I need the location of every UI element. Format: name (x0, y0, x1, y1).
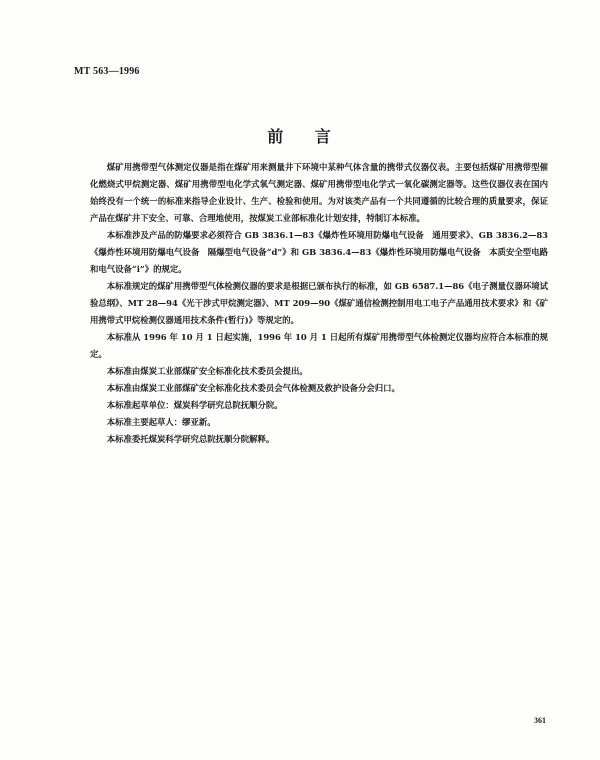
paragraph-drafting-unit: 本标准起草单位：煤炭科学研究总院抚顺分院。 (106, 400, 283, 410)
foreword-body (90, 159, 548, 448)
paragraph-basis: 本标准规定的煤矿用携带型气体检测仪器的要求是根据已颁布执行的标准，如 GB 6587.1—86《电子测量仪器环境试验总纲》、MT 28—94《光干涉式甲烷测定器》、MT 209—90《煤矿通信检测控制用电工电子产品通用技术要求》和《矿用携带式甲烷检测仪器通用技术条件(暂行)》等规定的。 (90, 281, 548, 325)
paragraph-proposed-by: 本标准由煤炭工业部煤矿安全标准化技术委员会提出。 (106, 366, 308, 376)
paragraph-interpretation: 本标准委托煤炭科学研究总院抚顺分院解释。 (106, 434, 275, 444)
paragraph-explosion-proof: 本标准涉及产品的防爆要求必须符合 GB 3836.1—83《爆炸性环境用防爆电气设备 通用要求》、GB 3836.2—83《爆炸性环境用防爆电气设备 隔爆型电气设备“d”》和 GB 3836.4—83《爆炸性环境用防爆电气设备 本质安全型电路和电气设备“i”》的规定。 (90, 230, 548, 274)
paragraph-effective-date: 本标准从 1996 年 10 月 1 日起实施，1996 年 10 月 1 日起所有煤矿用携带型气体检测定仪器均应符合本标准的规定。 (90, 332, 548, 359)
paragraph-centralized-by: 本标准由煤炭工业部煤矿安全标准化技术委员会气体检测及救护设备分会归口。 (106, 383, 400, 393)
paragraph-drafter: 本标准主要起草人：缪亚新。 (106, 417, 216, 427)
page-title: 前 言 (267, 127, 333, 146)
paragraph-scope: 煤矿用携带型气体测定仪器是指在煤矿用来测量井下环境中某种气体含量的携带式仪器仪表。主要包括煤矿用携带型催化燃烧式甲烷测定器、煤矿用携带型电化学式氧气测定器、煤矿用携带型电化学式一氧化碳测定器等。这些仪器仪表在国内始终没有一个统一的标准来指导企业设计、生产、检验和使用。为对该类产品有一个共同遵循的比较合理的质量要求，保证产品在煤矿井下安全、可靠、合理地使用，按煤炭工业部标准化计划安排，特制订本标准。 (90, 162, 548, 223)
page-number: 361 (534, 716, 546, 725)
standard-code: MT 563—1996 (74, 66, 140, 77)
